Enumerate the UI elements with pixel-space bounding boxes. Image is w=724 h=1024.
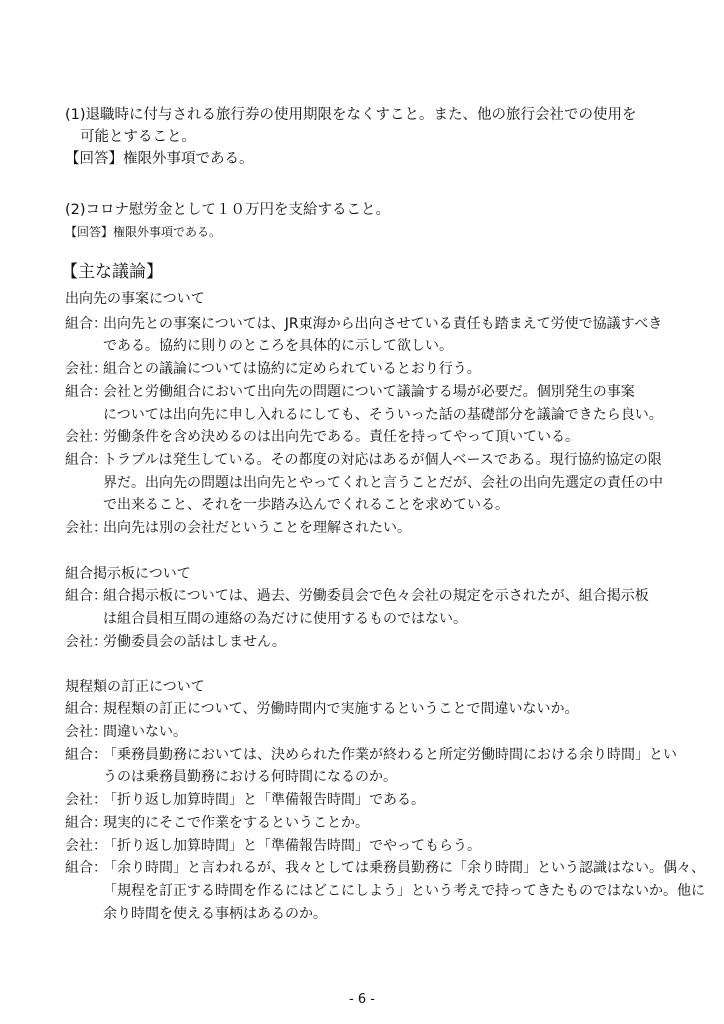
exchange — [65, 517, 663, 540]
exchange-line — [65, 472, 663, 495]
exchange-text: で出来ること、それを一歩踏み込んでくれることを求めている。 — [103, 497, 509, 514]
exchange-text: うのは乗務員勤務における何時間になるのか。 — [103, 769, 397, 786]
exchange-text: 余り時間を使える事柄はあるのか。 — [103, 905, 327, 922]
speaker-label: 組合： — [65, 860, 107, 877]
exchange — [65, 744, 705, 789]
exchange-text: 界だ。出向先の問題は出向先とやってくれと言うことだが、会社の出向先選定の責任の中 — [103, 474, 663, 491]
discussion-section — [65, 563, 649, 654]
speaker-label: 組合： — [65, 451, 107, 468]
exchange-text: は組合員相互間の連絡の為だけに使用するものではない。 — [103, 611, 467, 627]
exchange-text: 出向先は別の会社だということを理解されたい。 — [103, 520, 411, 537]
exchange-text: 労働条件を含め決めるのは出向先である。責任を持ってやって頂いている。 — [103, 429, 579, 446]
speaker-label: 会社： — [65, 633, 107, 650]
discussion-section — [65, 288, 663, 540]
demand-text: 可能とすること。 — [80, 129, 196, 145]
speaker-label: 会社： — [65, 361, 107, 378]
speaker-label: 会社： — [65, 837, 107, 854]
exchange-text: については出向先に申し入れるにしても、そういった話の基礎部分を議論できたら良い。 — [103, 406, 663, 423]
speaker-label: 会社： — [65, 724, 107, 740]
exchange — [65, 835, 705, 858]
section-topic: 規程類の訂正について — [65, 678, 205, 695]
exchange-line — [65, 721, 705, 744]
exchange-text: 「乗務員勤務においては、決められた作業が終わると所定労働時間における余り時間」とい — [103, 746, 677, 763]
exchange-line — [65, 880, 705, 903]
speaker-label: 組合： — [65, 383, 107, 400]
exchange — [65, 631, 649, 654]
exchange-line — [65, 903, 705, 926]
exchange — [65, 789, 705, 812]
exchange — [65, 585, 649, 630]
demand-text: (2)コロナ慰労金として１０万円を支給すること。 — [65, 202, 391, 218]
exchange-text: 「折り返し加算時間」と「準備報告時間」でやってもらう。 — [103, 837, 481, 854]
exchange-line — [65, 766, 705, 789]
speaker-label: 会社： — [65, 429, 107, 446]
exchange-text: 組合との議論については協約に定められているとおり行う。 — [103, 361, 481, 378]
exchange-text: 「規程を訂正する時間を作るにはどこにしよう」という考えで持ってきたものではないか。他に — [103, 882, 705, 899]
speaker-label: 会社： — [65, 792, 107, 809]
demand-answer: 【回答】権限外事項である。 — [65, 225, 222, 239]
speaker-label: 会社： — [65, 520, 107, 537]
exchange-line — [65, 381, 663, 404]
speaker-label: 組合： — [65, 814, 107, 831]
exchange-text: 労働委員会の話はしません。 — [103, 633, 286, 650]
exchange-line — [65, 608, 649, 631]
exchange-text: 「折り返し加算時間」と「準備報告時間」である。 — [103, 792, 425, 809]
section-topic: 出向先の事案について — [65, 291, 205, 307]
exchange-line — [65, 449, 663, 472]
speaker-label: 組合： — [65, 588, 107, 605]
exchange-line — [65, 335, 663, 358]
exchange-line — [65, 494, 663, 517]
exchange-line — [65, 585, 649, 608]
discussion-section — [65, 676, 705, 926]
exchange-text: 会社と労働組合において出向先の問題について議論する場が必要だ。個別発生の事案 — [103, 383, 635, 400]
exchange-line — [65, 857, 705, 880]
exchange — [65, 358, 663, 381]
exchange-line — [65, 404, 663, 427]
exchange-line — [65, 313, 663, 336]
exchange-text: である。協約に則りのところを具体的に示して欲しい。 — [103, 338, 453, 355]
exchange-text: トラブルは発生している。その都度の対応はあるが個人ベースである。現行協約協定の限 — [103, 451, 662, 468]
exchange-line — [65, 835, 705, 858]
exchange-text: 間違いない。 — [103, 724, 187, 740]
exchange-line — [65, 517, 663, 540]
exchange — [65, 381, 663, 426]
exchange-text: 現実的にそこで作業をするということか。 — [103, 814, 369, 831]
exchange — [65, 313, 663, 358]
demand-item — [65, 104, 637, 170]
exchange — [65, 698, 705, 721]
exchange-line — [65, 631, 649, 654]
exchange-line — [65, 812, 705, 835]
exchange — [65, 812, 705, 835]
speaker-label: 組合： — [65, 315, 107, 332]
exchange-line — [65, 744, 705, 767]
demand-item — [65, 199, 390, 243]
exchange-line — [65, 426, 663, 449]
exchange — [65, 449, 663, 517]
demand-answer: 【回答】権限外事項である。 — [65, 151, 254, 167]
exchange-text: 出向先との事案については、JR東海から出向させている責任も踏まえて労使で協議すべき — [103, 315, 663, 332]
speaker-label: 組合： — [65, 746, 107, 763]
page-number: - 6 - — [349, 992, 375, 1007]
speaker-label: 組合： — [65, 701, 107, 718]
exchange-text: 規程類の訂正について、労働時間内で実施するということで間違いないか。 — [103, 701, 579, 718]
exchange-text: 組合掲示板については、過去、労働委員会で色々会社の規定を示されたが、組合掲示板 — [103, 588, 649, 605]
exchange — [65, 426, 663, 449]
exchange — [65, 721, 705, 744]
exchange-line — [65, 698, 705, 721]
exchange — [65, 857, 705, 925]
demand-text: (1)退職時に付与される旅行券の使用期限をなくすこと。また、他の旅行会社での使用を — [65, 107, 637, 123]
section-topic: 組合掲示板について — [65, 565, 191, 582]
discussion-heading: 【主な議論】 — [61, 262, 163, 282]
exchange-line — [65, 358, 663, 381]
exchange-line — [65, 789, 705, 812]
exchange-text: 「余り時間」と言われるが、我々としては乗務員勤務に「余り時間」という認識はない。偶々、 — [103, 860, 705, 877]
